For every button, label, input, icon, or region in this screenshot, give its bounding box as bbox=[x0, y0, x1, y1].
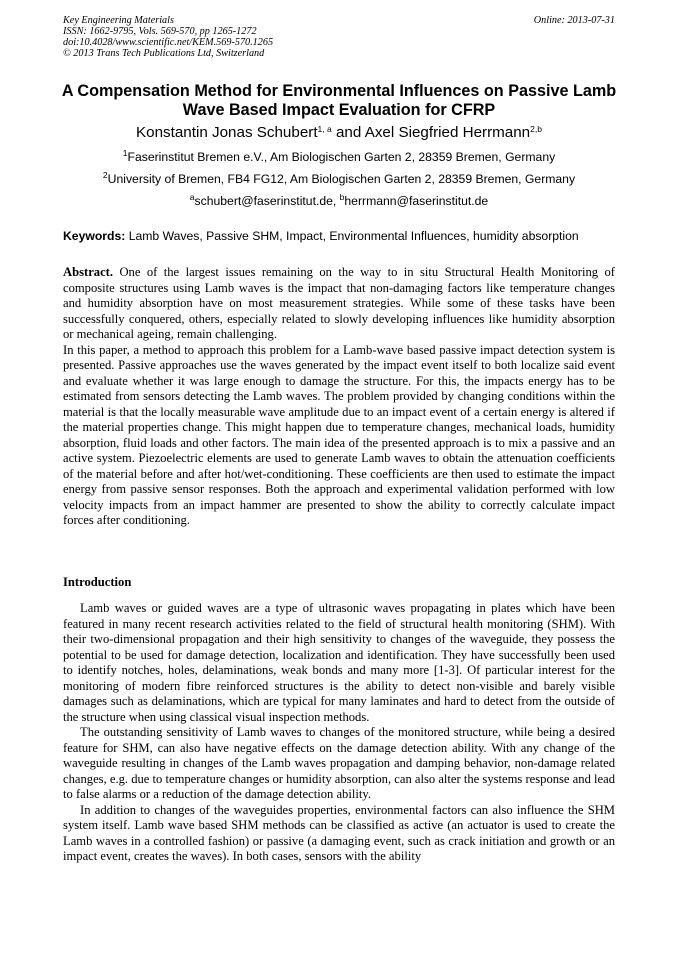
title-line-2: Wave Based Impact Evaluation for CFRP bbox=[182, 101, 496, 119]
intro-paragraph-3: In addition to changes of the waveguides properties, environmental factors can also influence the SHM system itself. Lamb wave based SHM methods can be classified as active (an actuator is used to create the Lamb waves in a controlled fashion) or passive (a damaging event, such as crack initiation and growth or an impact event, creates the waves). In both cases, sensors with the ability bbox=[63, 802, 615, 863]
keywords bbox=[63, 229, 623, 244]
title-line-1: A Compensation Method for Environmental Influences on Passive Lamb bbox=[61, 82, 617, 100]
affiliation-1-mark: 1 bbox=[122, 148, 128, 158]
affiliation-2 bbox=[40, 172, 638, 188]
journal-name: Key Engineering Materials bbox=[63, 15, 174, 26]
author-emails bbox=[40, 194, 638, 210]
author-2: Axel Siegfried Herrmann bbox=[364, 124, 531, 141]
author-1-affiliation-mark: 1, a bbox=[317, 124, 332, 134]
intro-paragraph-1: Lamb waves or guided waves are a type of ultrasonic waves propagating in plates which have been featured in many recent research activities related to the field of structural health monitoring (SHM). With their two-dimensional propagation and their high sensitivity to changes of the waveguide, they possess the potential to be used for damage detection, localization and identification. They have successfully been used to identify notches, holes, delaminations, weak bonds and many more [1-3]. Of particular interest for the monitoring of modern fibre reinforced structures is the ability to detect non-visible and barely visible damages such as delaminations, which are typical for many laminates and hard to detect from the outside of the structure when using classical visual inspection methods. bbox=[63, 601, 615, 724]
affiliation-2-mark: 2 bbox=[102, 170, 108, 180]
abstract-label: Abstract. bbox=[63, 265, 114, 279]
affiliation-1 bbox=[40, 150, 638, 166]
intro-paragraph-2: The outstanding sensitivity of Lamb waves to changes of the monitored structure, while being a desired feature for SHM, can also have negative effects on the damage detection ability. With any change of the waveguide resulting in changes of the Lamb waves propagation and damping behavior, non-damage related changes, e.g. due to temperature changes or humidity absorption, can also alter the systems response and lead to false alarms or a reduction of the damage detection ability. bbox=[63, 725, 615, 801]
abstract-paragraph-2: In this paper, a method to approach this problem for a Lamb-wave based passive impact detection system is presented. Passive approaches use the waves generated by the impact event itself to both localize said event and evaluate whether it was large enough to damage the structure. For this, the impacts energy has to be estimated from sensors detecting the Lamb waves. The problem provided by changing conditions within the material is that the locally measurable wave amplitude due to an impact event of a certain energy is altered if the material properties change. This might happen due to temperature changes, mechanical loads, humidity absorption, fluid loads and other factors. The main idea of the presented approach is to mix a passive and an active system. Piezoelectric elements are used to generate Lamb waves to obtain the attenuation coefficients of the material before and after hot/wet-conditioning. These coefficients are then used to estimate the impact energy from passive sensor responses. Both the approach and experimental validation performed with low velocity impacts from an impact hammer are presented to show the ability to correctly calculate impact forces after conditioning. bbox=[63, 342, 615, 527]
author-2-affiliation-mark: 2,b bbox=[530, 124, 542, 134]
introduction-body bbox=[63, 601, 615, 865]
affiliation-2-text: University of Bremen, FB4 FG12, Am Biologischen Garten 2, 28359 Bremen, Germany bbox=[107, 172, 576, 186]
author-list bbox=[40, 124, 638, 143]
publication-header bbox=[63, 15, 615, 59]
keywords-text: Lamb Waves, Passive SHM, Impact, Environmental Influences, humidity absorption bbox=[125, 229, 579, 243]
email-1-mark: a bbox=[189, 192, 195, 202]
email-2-mark: b bbox=[339, 192, 345, 202]
copyright-line: © 2013 Trans Tech Publications Ltd, Switzerland bbox=[63, 48, 265, 59]
affiliation-1-text: Faserinstitut Bremen e.V., Am Biologischen Garten 2, 28359 Bremen, Germany bbox=[127, 150, 556, 164]
paper-title bbox=[40, 82, 638, 120]
doi-line: doi:10.4028/www.scientific.net/KEM.569-570.1265 bbox=[63, 37, 274, 48]
section-heading-introduction: Introduction bbox=[63, 575, 132, 589]
email-1[interactable]: schubert@faserinstitut.de, bbox=[194, 194, 340, 208]
issn-line: ISSN: 1662-9795, Vols. 569-570, pp 1265-1272 bbox=[63, 26, 257, 37]
online-date: Online: 2013-07-31 bbox=[533, 15, 615, 26]
abstract bbox=[63, 265, 615, 529]
author-1: Konstantin Jonas Schubert bbox=[136, 124, 318, 141]
keywords-label: Keywords: bbox=[63, 229, 126, 243]
email-2[interactable]: herrmann@faserinstitut.de bbox=[344, 194, 489, 208]
abstract-paragraph-1 bbox=[63, 265, 615, 343]
abstract-text-1: One of the largest issues remaining on the way to in situ Structural Health Monitoring of composite structures using Lamb waves is the impact that non-damaging factors like temperature changes and humidity absorption have on most measurement strategies. While some of these tasks have been successfully conquered, others, especially related to slowly developing influences like humidity absorption or mechanical ageing, remain challenging. bbox=[63, 265, 615, 341]
author-conjunction: and bbox=[331, 124, 365, 141]
